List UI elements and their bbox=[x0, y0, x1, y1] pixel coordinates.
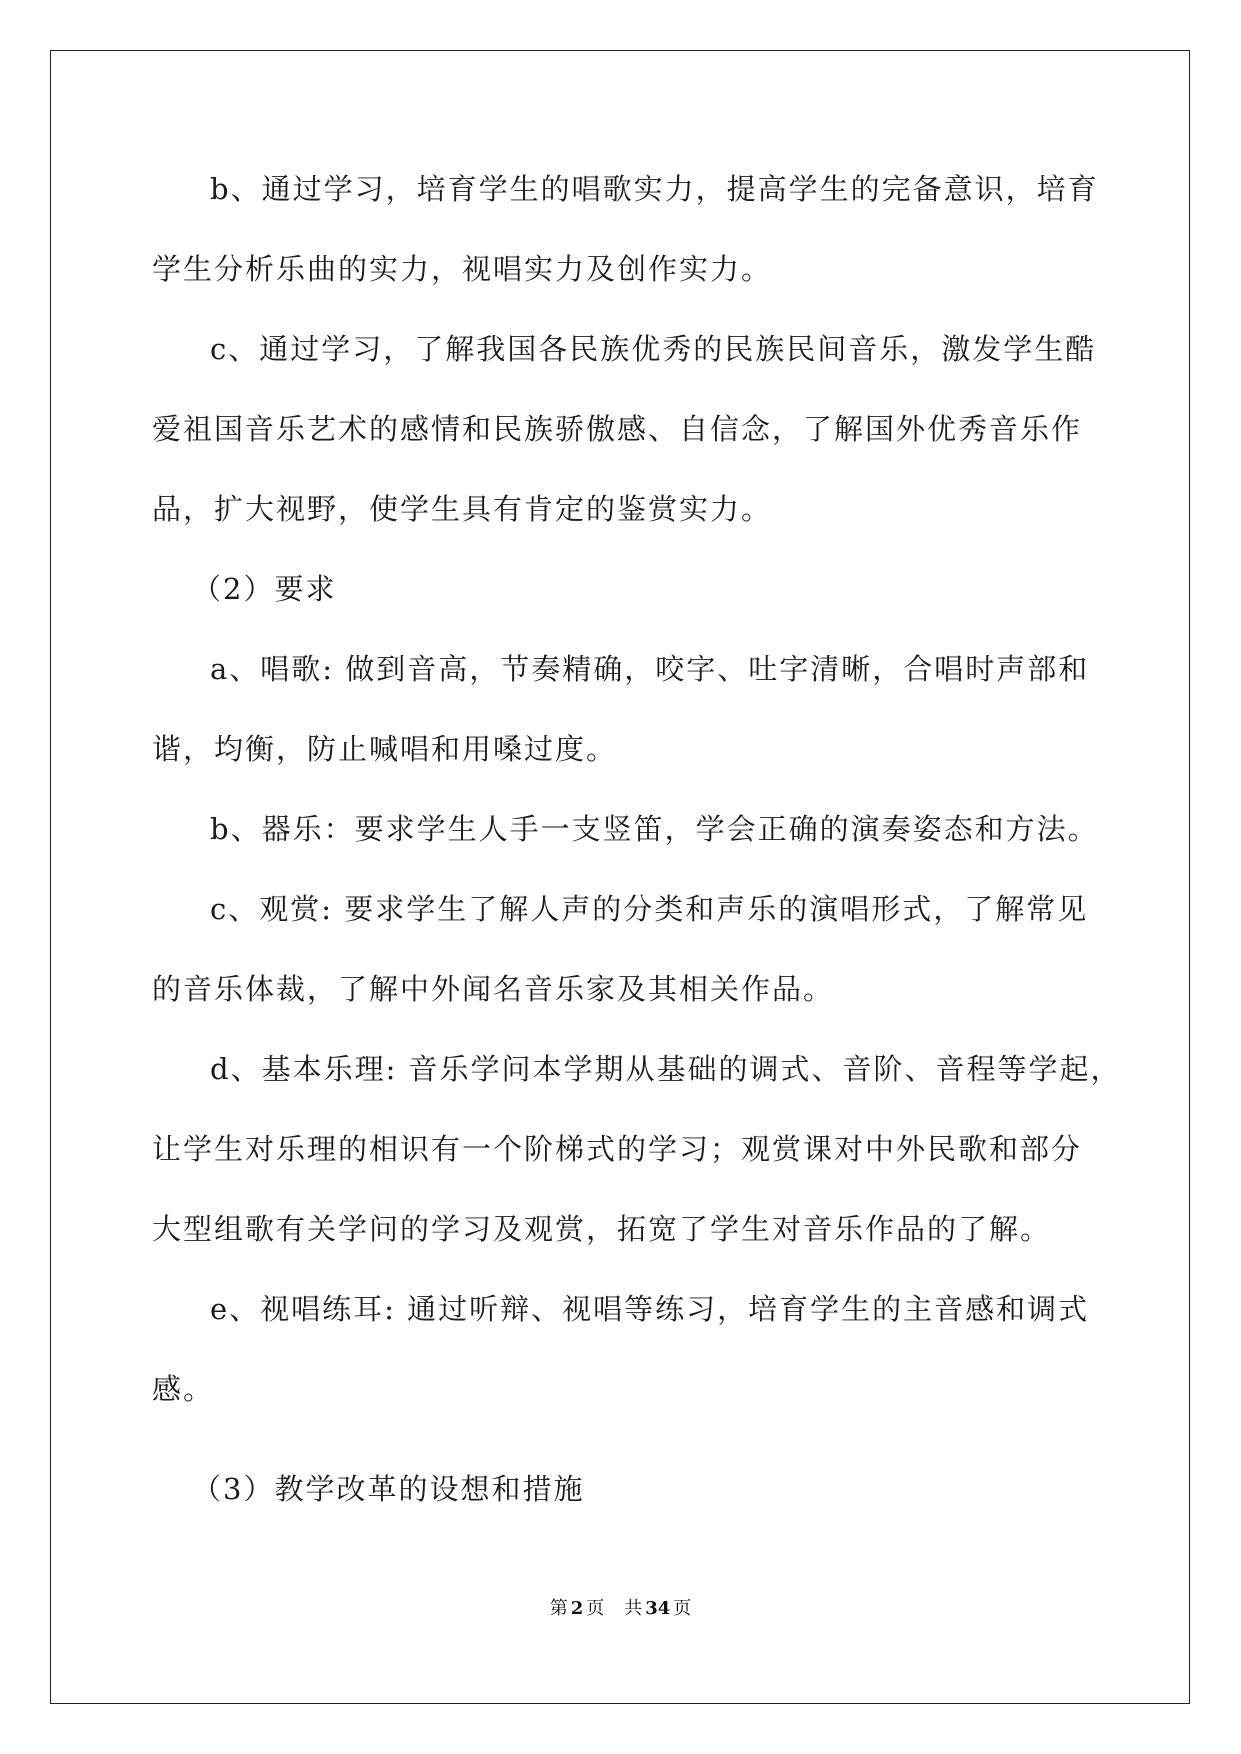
footer-page-number: 2 bbox=[570, 1598, 584, 1619]
paragraph-line: 谐，均衡，防止喊唱和用嗓过度。 bbox=[152, 732, 618, 766]
paragraph-line: c、通过学习，了解我国各民族优秀的民族民间音乐，激发学生酷 bbox=[210, 332, 1097, 366]
paragraph-line: e、视唱练耳: 通过听辩、视唱等练习，培育学生的主音感和调式 bbox=[210, 1292, 1090, 1326]
section-heading: （3）教学改革的设想和措施 bbox=[192, 1472, 585, 1506]
paragraph-line: c、观赏: 要求学生了解人声的分类和声乐的演唱形式，了解常见 bbox=[210, 892, 1089, 926]
page-footer bbox=[0, 1594, 1241, 1620]
page-border bbox=[50, 50, 1190, 1704]
paragraph-line: 让学生对乐理的相识有一个阶梯式的学习；观赏课对中外民歌和部分 bbox=[152, 1132, 1083, 1166]
section-heading: （2）要求 bbox=[192, 572, 337, 606]
paragraph-line: b、通过学习，培育学生的唱歌实力，提高学生的完备意识，培育 bbox=[210, 172, 1099, 206]
paragraph-line: d、基本乐理: 音乐学问本学期从基础的调式、音阶、音程等学起， bbox=[210, 1052, 1122, 1086]
paragraph-line: 爱祖国音乐艺术的感情和民族骄傲感、自信念，了解国外优秀音乐作 bbox=[152, 412, 1083, 446]
paragraph-line: 感。 bbox=[152, 1372, 215, 1406]
paragraph-line: b、器乐：要求学生人手一支竖笛，学会正确的演奏姿态和方法。 bbox=[210, 812, 1099, 846]
paragraph-line: a、唱歌: 做到音高，节奏精确，咬字、吐字清晰，合唱时声部和 bbox=[210, 652, 1090, 686]
paragraph-line: 大型组歌有关学问的学习及观赏，拓宽了学生对音乐作品的了解。 bbox=[152, 1212, 1052, 1246]
footer-total-suffix: 页 bbox=[673, 1598, 692, 1619]
paragraph-line: 品，扩大视野，使学生具有肯定的鉴赏实力。 bbox=[152, 492, 773, 526]
paragraph-line: 学生分析乐曲的实力，视唱实力及创作实力。 bbox=[152, 252, 773, 286]
footer-total-pages: 34 bbox=[645, 1598, 671, 1619]
footer-page-suffix: 页 bbox=[586, 1598, 605, 1619]
paragraph-line: 的音乐体裁，了解中外闻名音乐家及其相关作品。 bbox=[152, 972, 835, 1006]
footer-total-prefix: 共 bbox=[624, 1598, 643, 1619]
footer-page-prefix: 第 bbox=[549, 1598, 568, 1619]
